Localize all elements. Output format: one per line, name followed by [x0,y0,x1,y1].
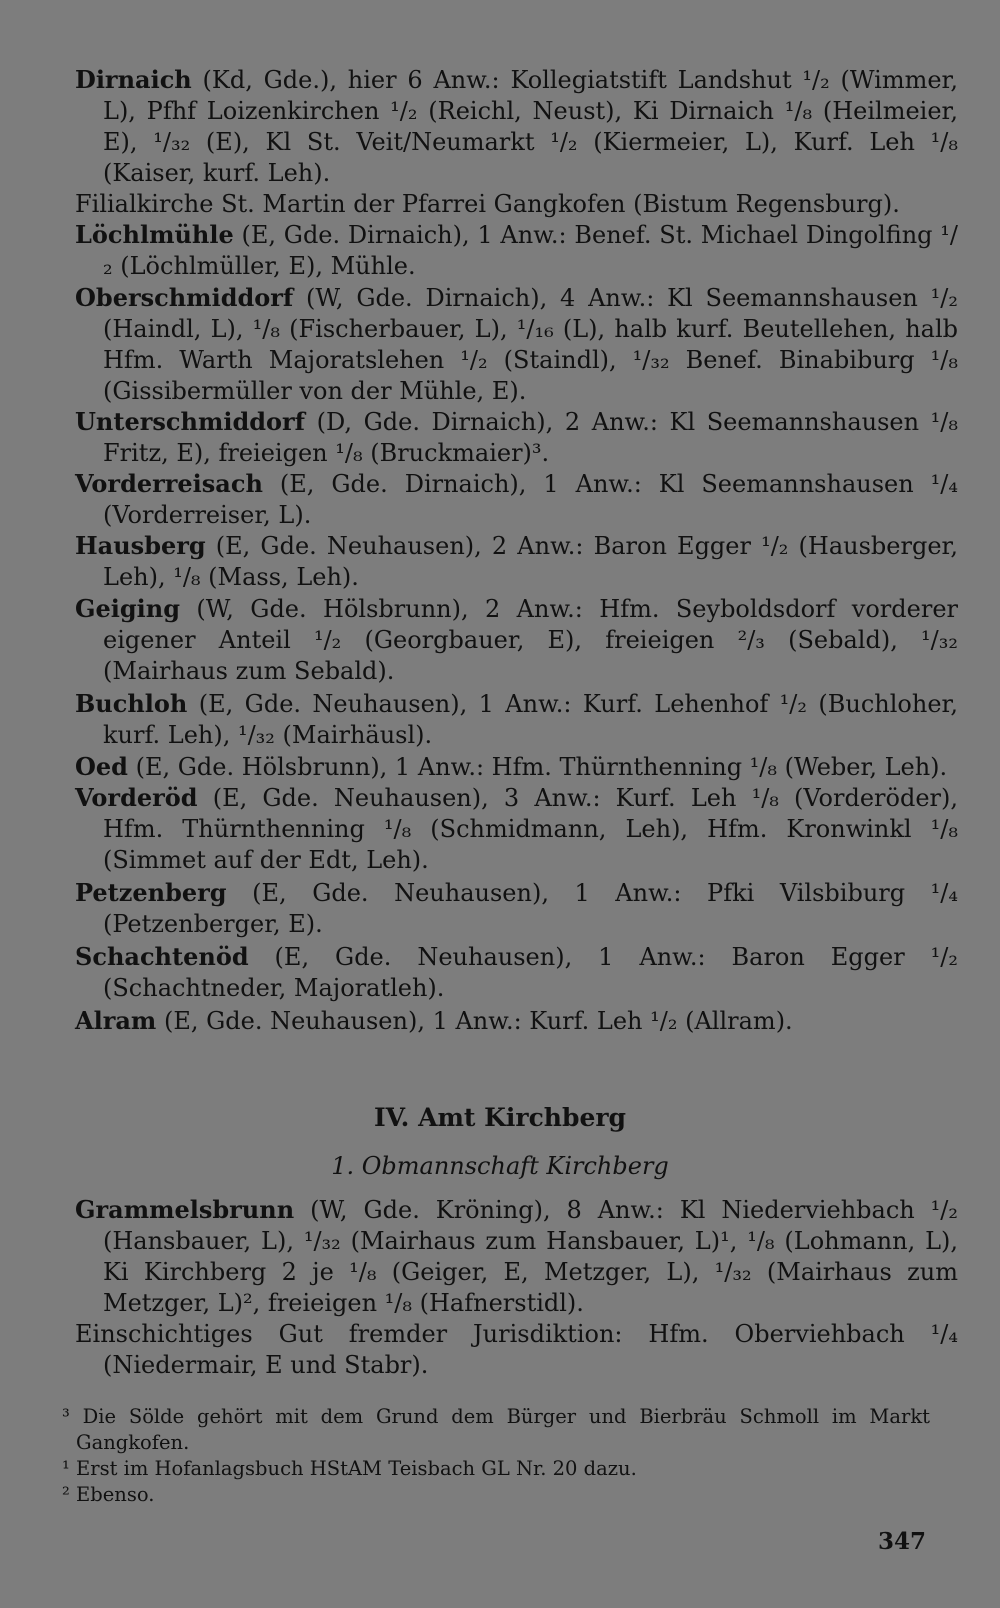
entry-text: (E, Gde. Neuhausen), 1 Anw.: Pfki Vilsbiburg ¹/₄ (Petzenberger, E). [103,879,958,938]
section-heading: IV. Amt Kirchberg [373,1103,627,1132]
entry-vorderreisach [75,468,958,531]
footnote: ³ Die Sölde gehört mit dem Grund dem Bürger und Bierbräu Schmoll im Markt Gangkofen. [62,1405,930,1454]
entry-name: Buchloh [75,689,188,718]
entry-name: Schachtenöd [75,942,249,971]
entry-name: Petzenberg [75,878,227,907]
entry-name: Löchlmühle [75,220,234,249]
entry-name: Geiging [75,594,181,623]
entry-geiging [75,593,958,687]
entry-loechlmuehle [75,219,958,282]
entry-text: (W, Gde. Dirnaich), 4 Anw.: Kl Seemannshausen ¹/₂ (Haindl, L), ¹/₈ (Fischerbauer, L), ¹/₁₆ (L), halb kurf. Beutellehen, halb Hfm. Warth Majoratslehen ¹/₂ (Staindl), ¹/₃₂ Benef. Binabiburg ¹/₈ (Gissibermüller von der Mühle, E). [103,284,958,405]
subsection-heading: 1. Obmannschaft Kirchberg [331,1152,669,1180]
entry-unterschmiddorf [75,406,958,469]
entry-buchloh [75,688,958,751]
entry-name: Vorderreisach [75,469,263,498]
entry-dirnaich [75,64,958,220]
entry-name: Hausberg [75,531,206,560]
entry-note: Filialkirche St. Martin der Pfarrei Gangkofen (Bistum Regensburg). [75,190,900,218]
entry-text: (E, Gde. Neuhausen), 1 Anw.: Kurf. Lehenhof ¹/₂ (Buchloher, kurf. Leh), ¹/₃₂ (Mairhäusl). [103,690,958,749]
page-number: 347 [878,1528,927,1555]
entry-text: (E, Gde. Neuhausen), 1 Anw.: Kurf. Leh ¹/₂ (Allram). [156,1007,793,1035]
footnote: ¹ Erst im Hofanlagsbuch HStAM Teisbach GL Nr. 20 dazu. [62,1457,637,1480]
entry-text: (E, Gde. Neuhausen), 1 Anw.: Baron Egger ¹/₂ (Schachtneder, Majoratleh). [103,943,958,1002]
entry-name: Vorderöd [75,783,198,812]
entry-note: Einschichtiges Gut fremder Jurisdiktion: Hfm. Oberviehbach ¹/₄ (Niedermair, E und Stabr). [75,1320,958,1379]
entry-text: (Kd, Gde.), hier 6 Anw.: Kollegiatstift Landshut ¹/₂ (Wimmer, L), Pfhf Loizenkirchen ¹/₂ (Reichl, Neust), Ki Dirnaich ¹/₈ (Heilmeier, E), ¹/₃₂ (E), Kl St. Veit/Neumarkt ¹/₂ (Kiermeier, L), Kurf. Leh ¹/₈ (Kaiser, kurf. Leh). [103,66,958,187]
entry-alram [75,1005,958,1037]
entry-hausberg [75,530,958,593]
entry-schachtenoed [75,941,958,1004]
footnotes [62,1404,930,1508]
entry-text: (E, Gde. Neuhausen), 3 Anw.: Kurf. Leh ¹/₈ (Vorderöder), Hfm. Thürnthenning ¹/₈ (Schmidmann, Leh), Hfm. Kronwinkl ¹/₈ (Simmet auf der Edt, Leh). [103,784,958,874]
entry-text: (W, Gde. Kröning), 8 Anw.: Kl Niederviehbach ¹/₂ (Hansbauer, L), ¹/₃₂ (Mairhaus zum Hansbauer, L)¹, ¹/₈ (Lohmann, L), Ki Kirchberg 2 je ¹/₈ (Geiger, E, Metzger, L), ¹/₃₂ (Mairhaus zum Metzger, L)², freieigen ¹/₈ (Hafnerstidl). [103,1196,958,1317]
entry-name: Dirnaich [75,65,192,94]
entry-petzenberg [75,877,958,940]
entry-name: Grammelsbrunn [75,1195,295,1224]
entry-name: Alram [75,1006,157,1035]
entry-text: (E, Gde. Dirnaich), 1 Anw.: Benef. St. Michael Dingolfing ¹/₂ (Löchlmüller, E), Mühle. [103,221,958,280]
entry-text: (E, Gde. Hölsbrunn), 1 Anw.: Hfm. Thürnthenning ¹/₈ (Weber, Leh). [127,753,948,781]
entry-name: Oberschmiddorf [75,283,294,312]
entry-grammelsbrunn [75,1194,958,1381]
entry-text: (D, Gde. Dirnaich), 2 Anw.: Kl Seemannshausen ¹/₈ Fritz, E), freieigen ¹/₈ (Bruckmaier)³. [103,408,958,467]
entry-oed [75,751,958,783]
entry-text: (E, Gde. Neuhausen), 2 Anw.: Baron Egger ¹/₂ (Hausberger, Leh), ¹/₈ (Mass, Leh). [103,532,958,591]
footnote: ² Ebenso. [62,1483,155,1506]
entry-text: (W, Gde. Hölsbrunn), 2 Anw.: Hfm. Seyboldsdorf vorderer eigener Anteil ¹/₂ (Georgbauer, E), freieigen ²/₃ (Sebald), ¹/₃₂ (Mairhaus zum Sebald). [103,595,958,685]
entry-vorderoed [75,782,958,876]
entry-name: Unterschmiddorf [75,407,306,436]
entry-name: Oed [75,752,128,781]
entry-text: (E, Gde. Dirnaich), 1 Anw.: Kl Seemannshausen ¹/₄ (Vorderreiser, L). [103,470,958,529]
entry-oberschmiddorf [75,282,958,407]
